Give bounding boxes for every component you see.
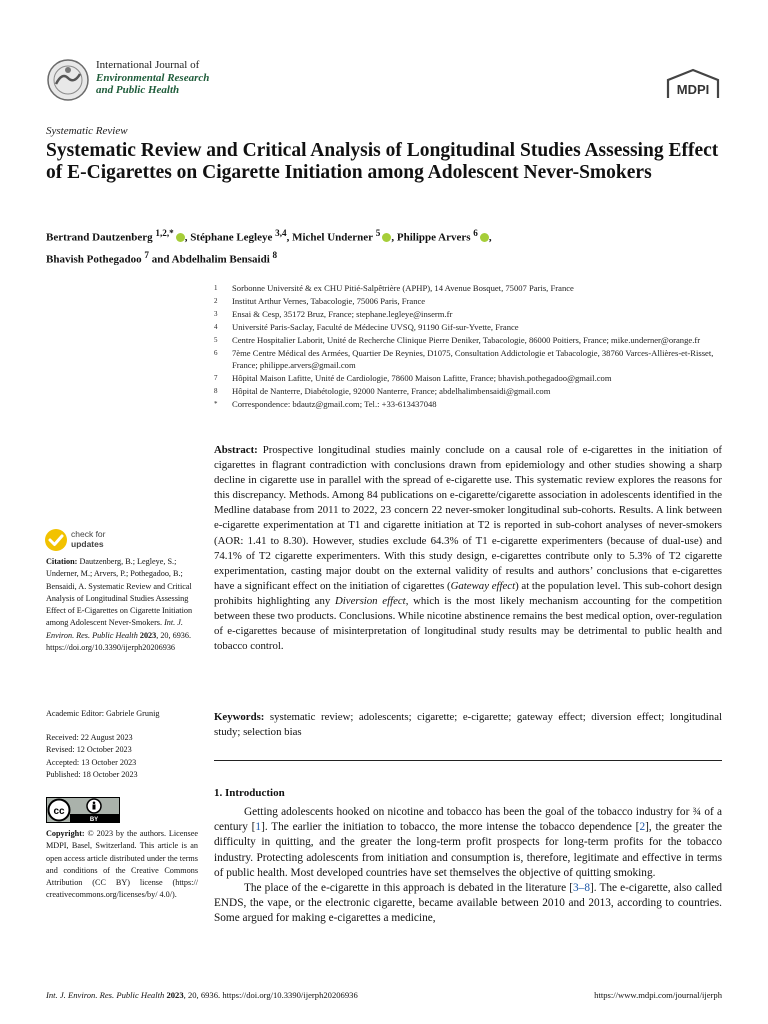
- affiliation-number: 5: [214, 335, 218, 344]
- date-accepted: Accepted: 13 October 2023: [46, 757, 137, 767]
- cc-by-label: BY: [89, 817, 99, 823]
- affiliation-text: Hôpital Maison Lafitte, Unité de Cardiologie, 78600 Maison Lafitte, France; bhavish.pothegadoo@gmail.com: [232, 373, 612, 384]
- citation-text: Dautzenberg, B.; Legleye, S.; Underner, M.; Arvers, P.; Pothegadoo, B.; Bensaidi, A. Systematic Review and Critical Analysis of Longitudinal Studies Assessing Effect of E-Cigarettes on Cigarette Initiation among Adolescent Never-Smokers.: [46, 557, 193, 628]
- abstract-italic: Gateway effect: [450, 579, 516, 592]
- author-sup: 8: [272, 249, 278, 260]
- affiliation-item: [214, 385, 734, 398]
- journal-title: [96, 59, 209, 97]
- affiliation-number: 4: [214, 322, 218, 331]
- reference-link[interactable]: 1: [255, 821, 262, 834]
- paragraph: [214, 805, 722, 881]
- citation-block: [46, 556, 198, 654]
- author-name: Bertrand Dautzenberg: [46, 231, 153, 244]
- citation-year: 2023: [139, 630, 157, 640]
- abstract-text: ) at the population level. This sub-cohort design prohibits highlighting any: [214, 579, 722, 607]
- paragraph-text: ]. The e-cigarette, also called ENDS, the vape, or the electronic cigarette, became available between 2010 and 2013, according to countries. Some argued for making e-cigarettes a medicine,: [214, 882, 723, 925]
- paragraph-text: Getting adolescents hooked on nicotine and tobacco has been the goal of the tobacco industry for ¾ of a century [: [214, 806, 722, 834]
- cc-by-license-icon[interactable]: [46, 797, 120, 823]
- affiliation-item: [214, 282, 734, 295]
- section-divider: [214, 760, 722, 761]
- paragraph-text: ]. The earlier the initiation to tobacco, the more intense the tobacco dependence [: [261, 821, 640, 834]
- abstract-text: , which is the most likely mechanism accounting for the competition between these two products. Conclusions. While nicotine abstinence remains the best medical option, over-regulation of e-cigarettes because of misinterpretation of longitudinal study results may be detrimental to public health and tobacco control.: [214, 594, 723, 653]
- affiliation-number: *: [214, 400, 218, 409]
- date-revised: Revised: 12 October 2023: [46, 745, 132, 755]
- affiliation-list: [214, 282, 734, 411]
- copyright-block: [46, 828, 198, 902]
- affiliation-text: Sorbonne Université & ex CHU Pitié-Salpêtrière (APHP), 14 Avenue Bosquet, 75007 Paris, France: [232, 283, 574, 293]
- check-updates-icon: [44, 528, 68, 552]
- author-sup: 3,4: [275, 228, 287, 238]
- affiliation-item: [214, 347, 734, 373]
- affiliation-item: [214, 398, 734, 411]
- abstract-text: Prospective longitudinal studies mainly conclude on a causal role of e-cigarettes in the initiation of cigarettes in flagrant contradiction with conclusions drawn from epidemiology and other studies showing a sharp decline in cigarette use in parallel with the spread of e-cigarette use. This systematic review explores the reasons for this discrepancy. Methods. Among 84 publications on e-cigarette/cigarette association in adolescents identified in the Medline database from 2011 to 2022, 23 concern 22 never-smoker longitudinal sub-cohorts. Results. A link between e-cigarette experimentation at T1 and cigarette initiation at T2 is reported in sub-cohort analyses of never-smokers (AOR: 1.41 to 8.30). However, studies exclude 64.3% of T1 e-cigarette experimenters (because of dual-use) and 74.1% of T2 cigarette experimenters. With this study design, e-cigarettes contribute only to 5.3% of T2 cigarette experimentation, casting major doubt on the external validity of results and authors’ conclusions that e-cigarettes have a significant effect on the initiation of cigarettes (: [214, 444, 722, 592]
- article-title: Systematic Review and Critical Analysis of Longitudinal Studies Assessing Effect of E-Cigarettes on Cigarette Initiation among Adolescent Never-Smokers: [46, 140, 719, 183]
- copyright-text: © 2023 by the authors. Licensee MDPI, Basel, Switzerland. This article is an open access article distributed under the terms and conditions of the Creative Commons Attribution (CC BY) license (https:// creativecommons.org/licenses/by/ 4.0/).: [46, 829, 198, 900]
- keywords-label: Keywords:: [214, 711, 265, 723]
- mdpi-logo: [664, 68, 722, 102]
- reference-link[interactable]: 3–8: [573, 882, 590, 895]
- introduction-body: [214, 805, 722, 927]
- affiliation-text: Université Paris-Saclay, Faculté de Médecine UVSQ, 91190 Gif-sur-Yvette, France: [232, 321, 519, 332]
- author-name: Stéphane Legleye: [190, 231, 273, 244]
- author-name: Michel Underner: [292, 231, 374, 244]
- author-name: Abdelhalim Bensaidi: [171, 253, 270, 266]
- affiliation-item: [214, 295, 734, 308]
- affiliation-number: 7: [214, 374, 218, 383]
- svg-text:cc: cc: [53, 806, 65, 817]
- affiliation-number: 2: [214, 296, 218, 305]
- mdpi-logo-text: MDPI: [676, 82, 710, 97]
- affiliation-number: 8: [214, 387, 218, 396]
- footer-journal: Int. J. Environ. Res. Public Health: [46, 990, 165, 1000]
- check-updates-line2: updates: [71, 539, 104, 549]
- authors-and: and: [151, 253, 170, 266]
- author-sup: 1,2,*: [155, 228, 174, 238]
- affiliation-item: [214, 372, 734, 385]
- check-for-updates-button[interactable]: [44, 528, 164, 552]
- affiliation-text: Institut Arthur Vernes, Tabacologie, 75006 Paris, France: [232, 295, 426, 306]
- publication-dates: [46, 732, 198, 781]
- affiliation-item: [214, 321, 734, 334]
- author-sup: 5: [375, 228, 381, 238]
- affiliation-text: Correspondence: bdautz@gmail.com; Tel.: +33-613437048: [232, 399, 437, 410]
- paragraph: [214, 881, 722, 927]
- check-updates-line1: check for: [71, 529, 106, 539]
- journal-title-line2: Environmental Research: [96, 71, 210, 84]
- citation-label: Citation:: [46, 557, 78, 566]
- keywords-text: systematic review; adolescents; cigarette; e-cigarette; gateway effect; diversion effect; longitudinal study; selection bias: [214, 711, 722, 739]
- orcid-icon[interactable]: [176, 233, 185, 242]
- affiliation-item: [214, 334, 734, 347]
- affiliation-number: 3: [214, 309, 218, 318]
- footer-journal-url[interactable]: https://www.mdpi.com/journal/ijerph: [594, 990, 722, 1000]
- date-published: Published: 18 October 2023: [46, 769, 138, 779]
- author-sup: 6: [473, 228, 478, 238]
- journal-title-line3: and Public Health: [96, 84, 180, 96]
- citation-journal: Int. J. Environ. Res. Public Health: [46, 618, 183, 640]
- date-received: Received: 22 August 2023: [46, 733, 133, 742]
- academic-editor: Academic Editor: Gabriele Grunig: [46, 709, 160, 718]
- author-name: Bhavish Pothegadoo: [46, 253, 142, 266]
- abstract-label: Abstract:: [214, 444, 258, 456]
- affiliation-number: 1: [214, 284, 218, 292]
- footer-year: 2023: [166, 990, 184, 1000]
- orcid-icon[interactable]: [382, 233, 391, 242]
- affiliation-text: Hôpital de Nanterre, Diabétologie, 92000 Nanterre, France; abdelhalimbensaidi@gmail.com: [232, 386, 551, 397]
- author-name: Philippe Arvers: [396, 231, 471, 244]
- affiliation-text: 7ème Centre Médical des Armées, Quartier De Reynies, D1075, Consultation Addictologie et Tabacologie, 38760 Varces-Allières-et-Risset, France; philippe.arvers@gmail.com: [232, 347, 714, 371]
- copyright-label: Copyright:: [46, 829, 85, 838]
- reference-link[interactable]: 2: [639, 821, 646, 834]
- abstract-italic: Diversion effect: [334, 594, 406, 607]
- paragraph-text: The place of the e-cigarette in this approach is debated in the literature [: [244, 882, 574, 895]
- journal-title-line1: International Journal of: [96, 59, 200, 71]
- footer-citation: [46, 990, 358, 1000]
- footer-doi: , 20, 6936. https://doi.org/10.3390/ijerph20206936: [183, 990, 358, 1000]
- abstract: [214, 443, 722, 654]
- keywords: [214, 710, 722, 740]
- affiliation-item: [214, 308, 734, 321]
- article-type: Systematic Review: [46, 125, 128, 137]
- orcid-icon[interactable]: [480, 233, 489, 242]
- author-sup: 7: [144, 249, 149, 260]
- paragraph-text: ], the greater the difficulty in quitting, and the greater the long-term profit prospects for long-term profits for the tobacco industry. Protecting adolescents from initiation and consumption is, therefore, legitimate and effective in terms of public health. Most developed countries have set themselves the objective of quitting smoking.: [214, 821, 722, 879]
- affiliation-text: Ensai & Cesp, 35172 Bruz, France; stephane.legleye@inserm.fr: [232, 308, 453, 319]
- citation-rest: , 20, 6936. https://doi.org/10.3390/ijerph20206936: [46, 630, 192, 653]
- author-list: Bertrand Dautzenberg $^{1,2,*}$ , Stéphane Legleye $^{3,4}$, Michel Underner $^5$ , Philippe Arvers $^6$ , Bhavish Pothegadoo $^7$ and Abdelhalim Bensaidi $^8$: [46, 228, 492, 266]
- affiliation-text: Centre Hospitalier Laborit, Unité de Recherche Clinique Pierre Deniker, Tabacologie, 86000 Poitiers, France; mike.underner@orange.fr: [232, 334, 701, 345]
- affiliation-number: 6: [214, 348, 218, 357]
- section-heading: 1. Introduction: [214, 787, 285, 799]
- journal-logo-icon: [46, 58, 90, 102]
